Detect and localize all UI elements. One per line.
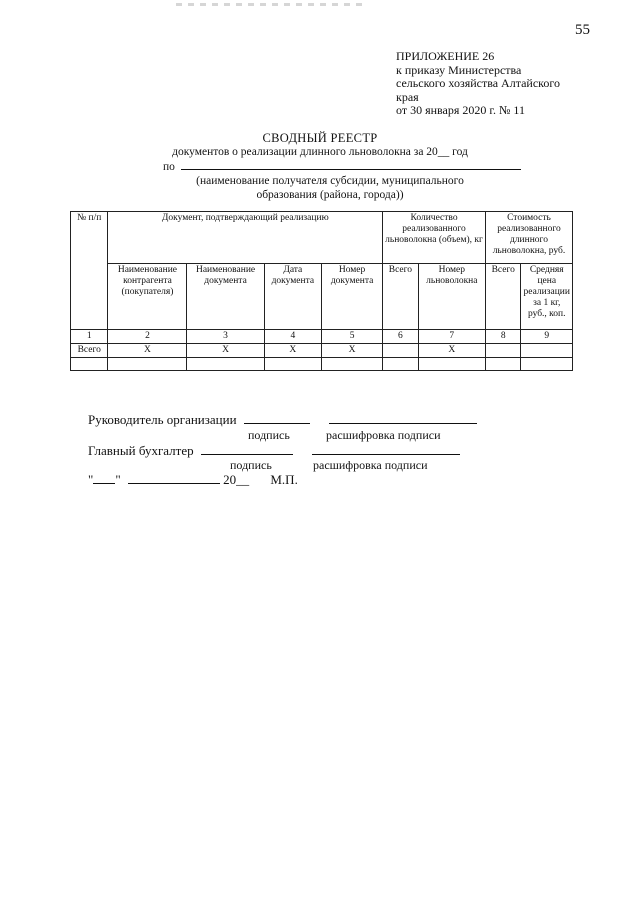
total-cell: Всего xyxy=(71,344,108,358)
total-cell[interactable]: X xyxy=(418,344,485,358)
total-cell[interactable]: X xyxy=(108,344,187,358)
appendix-line: ПРИЛОЖЕНИЕ 26 xyxy=(396,49,495,63)
appendix-line: от 30 января 2020 г. № 11 xyxy=(396,103,525,117)
recipient-field[interactable] xyxy=(181,160,521,170)
year-label: 20__ xyxy=(223,472,250,487)
chief-decode-field[interactable] xyxy=(312,442,460,455)
date-quote-close: " xyxy=(115,472,121,487)
note-line: образования (района, города)) xyxy=(256,189,404,201)
colnum-cell: 8 xyxy=(485,330,521,344)
head-label: Руководитель организации xyxy=(88,412,237,427)
header-cost: Стоимость реализованного длинного льноволокна, руб. xyxy=(485,212,572,264)
empty-cell[interactable] xyxy=(187,358,264,371)
total-cell[interactable] xyxy=(521,344,573,358)
empty-cell[interactable] xyxy=(71,358,108,371)
total-cell[interactable]: X xyxy=(187,344,264,358)
chief-signature-row xyxy=(88,442,460,459)
colnum-cell: 2 xyxy=(108,330,187,344)
decode-caption: расшифровка подписи xyxy=(313,458,428,472)
header-document: Документ, подтверждающий реализацию xyxy=(108,212,383,264)
registry-table xyxy=(70,211,573,371)
podpis-caption: подпись xyxy=(230,458,272,472)
chief-label: Главный бухгалтер xyxy=(88,443,194,458)
subheader-cell: Наименование контрагента (покупателя) xyxy=(108,264,187,330)
date-quote-open: " xyxy=(88,472,94,487)
empty-cell[interactable] xyxy=(383,358,419,371)
subheader-cell: Дата документа xyxy=(264,264,321,330)
po-label: по xyxy=(163,161,175,173)
subheader-cell: Номер документа xyxy=(322,264,383,330)
colnum-cell: 4 xyxy=(264,330,321,344)
total-cell[interactable]: X xyxy=(264,344,321,358)
document-title: СВОДНЫЙ РЕЕСТР xyxy=(262,131,378,145)
subheader-cell: Наименование документа xyxy=(187,264,264,330)
subheader-cell: Номер льноволокна xyxy=(418,264,485,330)
empty-cell[interactable] xyxy=(108,358,187,371)
head-signature-row xyxy=(88,411,477,428)
podpis-caption: подпись xyxy=(248,428,290,442)
stamp-label: М.П. xyxy=(270,472,298,487)
total-cell[interactable]: X xyxy=(322,344,383,358)
scan-artifact xyxy=(176,3,366,6)
total-cell[interactable] xyxy=(485,344,521,358)
empty-cell[interactable] xyxy=(264,358,321,371)
total-row xyxy=(71,344,573,358)
header-num: № п/п xyxy=(71,212,108,330)
colnum-cell: 9 xyxy=(521,330,573,344)
empty-row xyxy=(71,358,573,371)
note-line: (наименование получателя субсидии, муниципального xyxy=(196,175,464,187)
day-field[interactable] xyxy=(93,471,115,484)
document-subtitle: документов о реализации длинного льноволокна за 20__ год xyxy=(172,146,468,158)
colnum-cell: 6 xyxy=(383,330,419,344)
recipient-note xyxy=(150,174,510,202)
empty-cell[interactable] xyxy=(322,358,383,371)
month-field[interactable] xyxy=(128,471,220,484)
subheader-cell: Всего xyxy=(383,264,419,330)
appendix-block xyxy=(396,50,560,118)
colnum-cell: 1 xyxy=(71,330,108,344)
header-quantity: Количество реализованного льноволокна (объем), кг xyxy=(383,212,486,264)
empty-cell[interactable] xyxy=(485,358,521,371)
empty-cell[interactable] xyxy=(418,358,485,371)
chief-signature-field[interactable] xyxy=(201,442,293,455)
date-row xyxy=(88,471,298,488)
total-cell[interactable] xyxy=(383,344,419,358)
colnum-cell: 5 xyxy=(322,330,383,344)
decode-caption: расшифровка подписи xyxy=(326,428,441,442)
page-number: 55 xyxy=(575,22,590,38)
subheader-cell: Средняя цена реализации за 1 кг, руб., коп. xyxy=(521,264,573,330)
subheader-cell: Всего xyxy=(485,264,521,330)
head-signature-field[interactable] xyxy=(244,411,310,424)
recipient-line xyxy=(163,160,521,173)
appendix-line: сельского хозяйства Алтайского xyxy=(396,76,561,90)
empty-cell[interactable] xyxy=(521,358,573,371)
appendix-line: к приказу Министерства xyxy=(396,62,522,77)
column-number-row xyxy=(71,330,573,344)
appendix-line: края xyxy=(396,89,419,104)
colnum-cell: 3 xyxy=(187,330,264,344)
head-decode-field[interactable] xyxy=(329,411,477,424)
colnum-cell: 7 xyxy=(418,330,485,344)
